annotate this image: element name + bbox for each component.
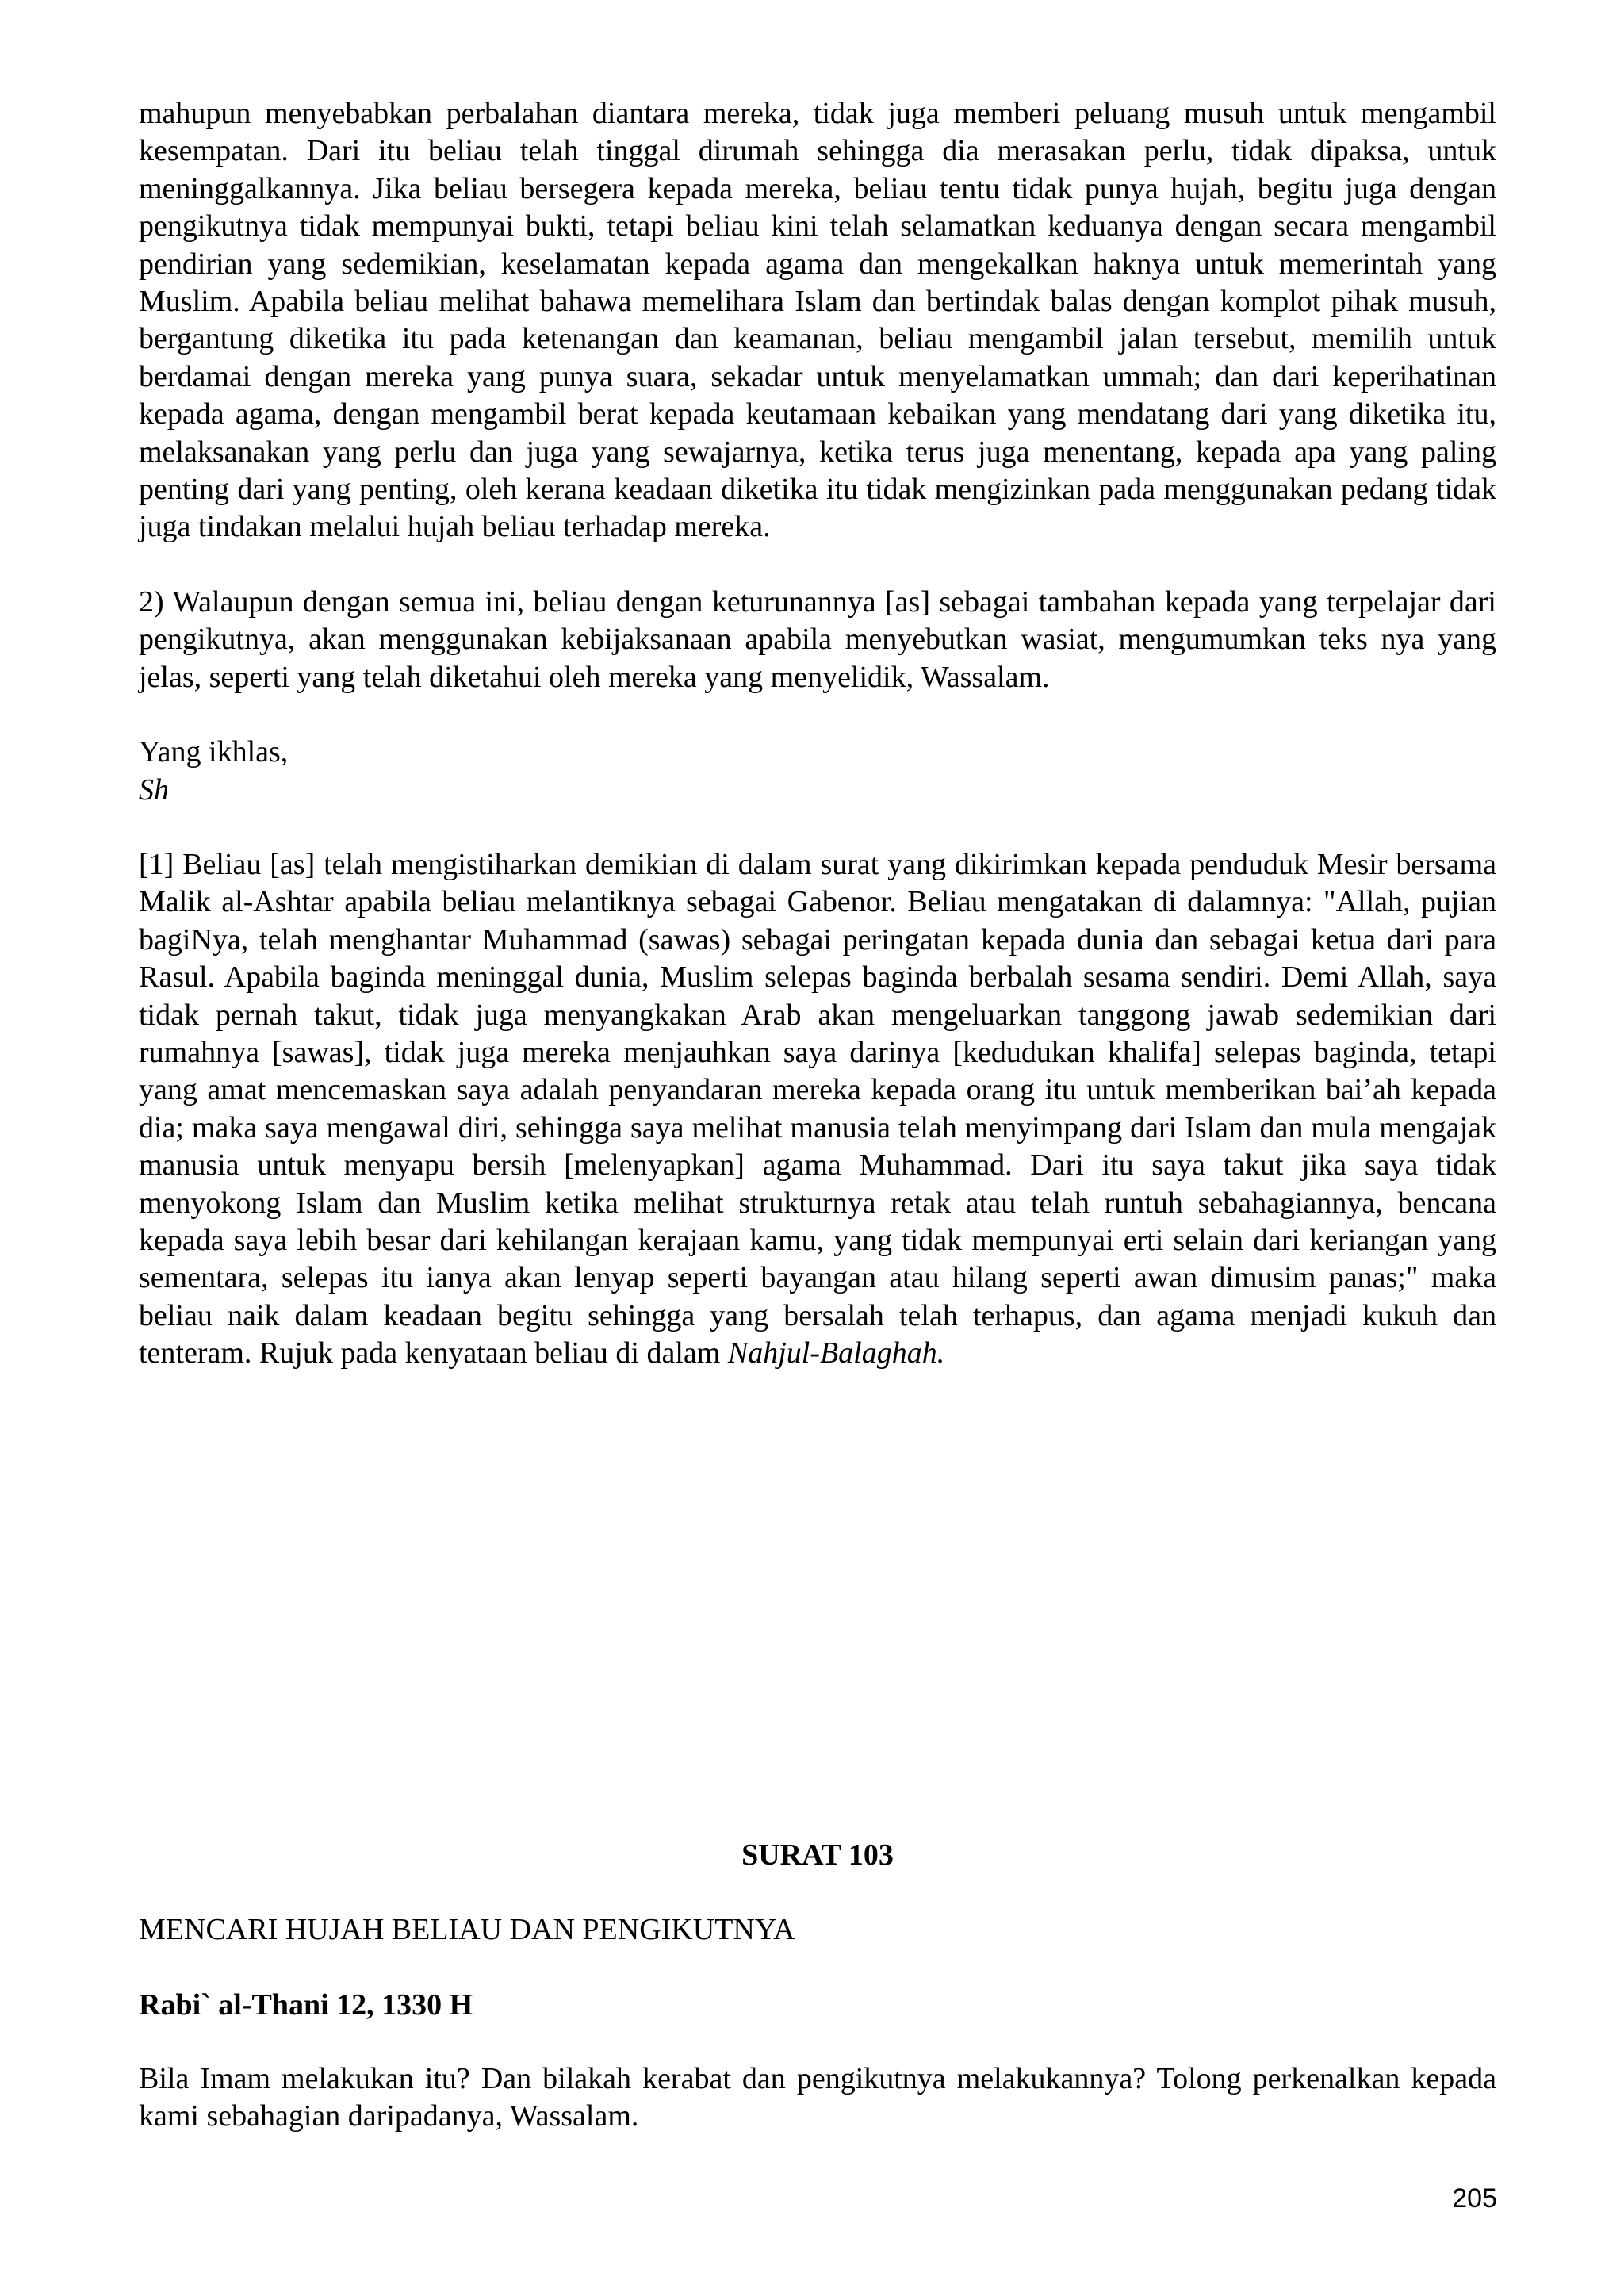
body-paragraph-continued: mahupun menyebabkan perbalahan diantara mereka, tidak juga memberi peluang musuh untuk mengambil kesempatan. Dari itu beliau telah tinggal dirumah sehingga dia merasakan perlu, tidak dipaksa, untuk meninggalkannya. Jika beliau bersegera kepada mereka, beliau tentu tidak punya hujah, begitu juga dengan pengikutnya tidak mempunyai bukti, tetapi beliau kini telah selamatkan keduanya dengan secara mengambil pendirian yang sedemikian, keselamatan kepada agama dan mengekalkan haknya untuk memerintah yang Muslim. Apabila beliau melihat bahawa memelihara Islam dan bertindak balas dengan komplot pihak musuh, bergantung diketika itu pada ketenangan dan keamanan, beliau mengambil jalan tersebut, memilih untuk berdamai dengan mereka yang punya suara, sekadar untuk menyelamatkan ummah; dan dari keperihatinan kepada agama, dengan mengambil berat kepada keutamaan kebaikan yang mendatang dari yang diketika itu, melaksanakan yang perlu dan juga yang sewajarnya, ketika terus juga menentang, kepada apa yang paling penting dari yang penting, oleh kerana keadaan diketika itu tidak mengizinkan pada menggunakan pedang tidak juga tindakan melalui hujah beliau terhadap mereka. xyxy=(139,97,1496,544)
footnote-1 xyxy=(139,846,1496,1373)
letter-subtitle: MENCARI HUJAH BELIAU DAN PENGIKUTNYA xyxy=(139,1913,795,1946)
document-body xyxy=(139,95,1496,1373)
letter-signature xyxy=(139,772,1496,809)
letter-date: Rabi` al-Thani 12, 1330 H xyxy=(139,1988,473,2022)
letter-body-paragraph: Bila Imam melakukan itu? Dan bilakah kerabat dan pengikutnya melakukannya? Tolong perkenalkan kepada kami sebahagian daripadanya, Wassalam. xyxy=(139,2062,1496,2133)
letter-closing: Yang ikhlas, xyxy=(139,735,289,769)
letter-title: SURAT 103 xyxy=(741,1838,894,1872)
body-paragraph-point-2: 2) Walaupun dengan semua ini, beliau dengan keturunannya [as] sebagai tambahan kepada yang terpelajar dari pengikutnya, akan menggunakan kebijaksanaan apabila menyebutkan wasiat, mengumumkan teks nya yang jelas, seperti yang telah diketahui oleh mereka yang menyelidik, Wassalam. xyxy=(139,585,1496,694)
footnote-source-title: Nahjul-Balaghah. xyxy=(727,1336,945,1370)
footnote-text: [1] Beliau [as] telah mengistiharkan demikian di dalam surat yang dikirimkan kepada penduduk Mesir bersama Malik al-Ashtar apabila beliau melantiknya sebagai Gabenor. Beliau mengatakan di dalamnya: "Allah, pujian bagiNya, telah menghantar Muhammad (sawas) sebagai peringatan kepada dunia dan sebagai ketua dari para Rasul. Apabila baginda meninggal dunia, Muslim selepas baginda berbalah sesama sendiri. Demi Allah, saya tidak pernah takut, tidak juga menyangkakan Arab akan mengeluarkan tanggong jawab sedemikian dari rumahnya [sawas], tidak juga mereka menjauhkan saya darinya [kedudukan khalifa] selepas baginda, tetapi yang amat mencemaskan saya adalah penyandaran mereka kepada orang itu untuk memberikan bai’ah kepada dia; maka saya mengawal diri, sehingga saya melihat manusia telah menyimpang dari Islam dan mula mengajak manusia untuk menyapu bersih [melenyapkan] agama Muhammad. Dari itu saya takut jika saya tidak menyokong Islam dan Muslim ketika melihat strukturnya retak atau telah runtuh sebahagiannya, bencana kepada saya lebih besar dari kehilangan kerajaan kamu, yang tidak mempunyai erti selain dari keriangan yang sementara, selepas itu ianya akan lenyap seperti bayangan atau hilang seperti awan dimusim panas;" maka beliau naik dalam keadaan begitu sehingga yang bersalah telah terhapus, dan agama menjadi kukuh dan tenteram. Rujuk pada kenyataan beliau di dalam xyxy=(139,847,1496,1370)
signature-initials: Sh xyxy=(139,772,169,807)
page-number: 205 xyxy=(1452,2183,1497,2214)
